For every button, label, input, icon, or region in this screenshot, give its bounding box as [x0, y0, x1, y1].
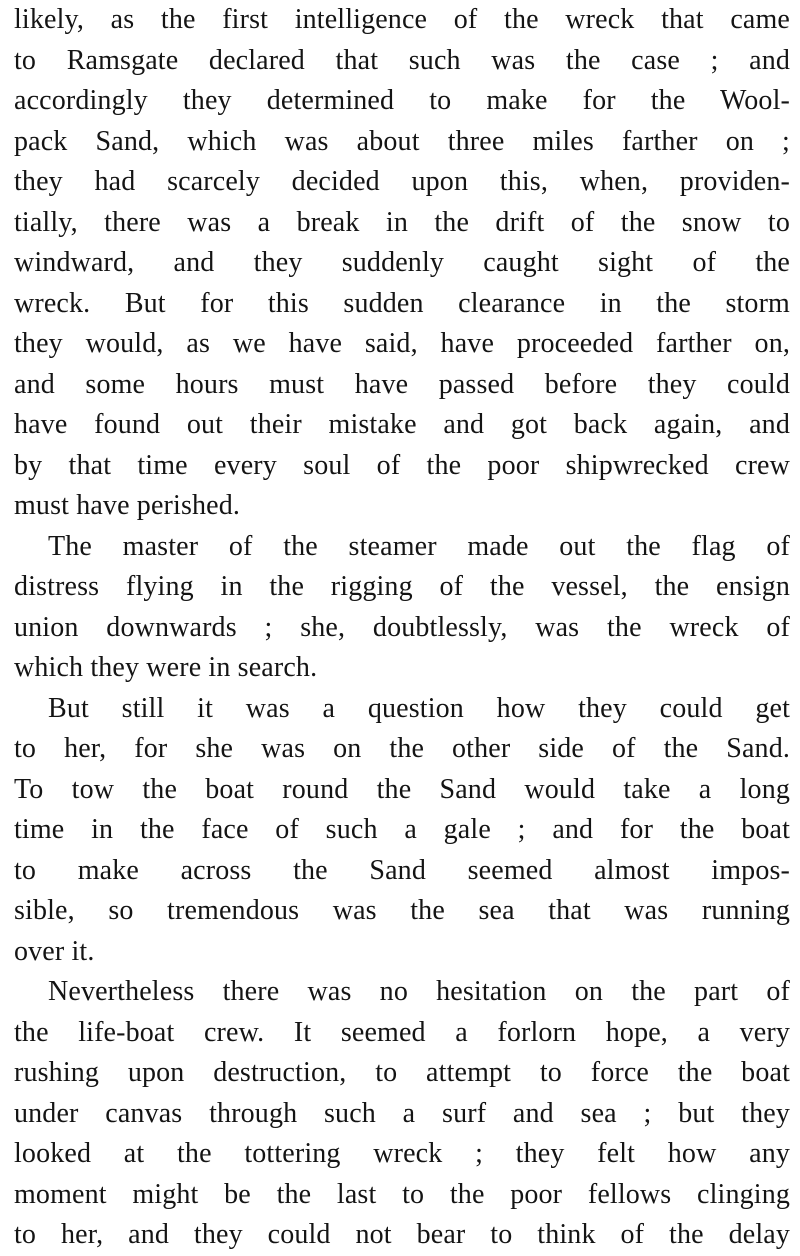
text-line: Nevertheless there was no hesitation on the part of — [48, 976, 790, 1007]
text-line: tially, there was a break in the drift of the snow to — [14, 206, 790, 238]
book-page — [14, 0, 790, 1256]
text-line: likely, as the first intelligence of the wreck that came — [14, 4, 790, 35]
text-line: rushing upon destruction, to attempt to force the boat — [14, 1057, 790, 1088]
text-line: have found out their mistake and got back again, and — [14, 409, 790, 440]
paragraph — [14, 972, 790, 1256]
text-line: and some hours must have passed before they could — [14, 368, 790, 400]
text-line: over it. — [14, 935, 95, 967]
text-line: to make across the Sand seemed almost impos- — [14, 854, 790, 886]
text-line: by that time every soul of the poor shipwrecked crew — [14, 449, 790, 481]
text-line: to her, for she was on the other side of the Sand. — [14, 733, 790, 764]
text-line: pack Sand, which was about three miles farther on ; — [14, 125, 790, 157]
text-line: distress flying in the rigging of the vessel, the ensign — [14, 571, 790, 602]
text-line: to her, and they could not bear to think of the delay — [14, 1219, 790, 1250]
text-line: the life-boat crew. It seemed a forlorn hope, a very — [14, 1016, 790, 1048]
text-line: To tow the boat round the Sand would take a long — [14, 773, 790, 805]
text-line: looked at the tottering wreck ; they felt how any — [14, 1138, 790, 1169]
text-line: The master of the steamer made out the flag of — [48, 530, 790, 562]
text-line: moment might be the last to the poor fellows clinging — [14, 1178, 790, 1210]
text-line: they had scarcely decided upon this, when, providen- — [14, 166, 790, 197]
text-line: But still it was a question how they could get — [48, 692, 790, 724]
text-line: wreck. But for this sudden clearance in the storm — [14, 287, 790, 319]
paragraph — [14, 527, 790, 689]
text-line: which they were in search. — [14, 652, 318, 683]
text-line: under canvas through such a surf and sea ; but they — [14, 1097, 790, 1129]
paragraph — [14, 689, 790, 973]
text-line: they would, as we have said, have proceeded farther on, — [14, 328, 790, 359]
text-line: sible, so tremendous was the sea that was running — [14, 895, 790, 926]
text-line: to Ramsgate declared that such was the case ; and — [14, 44, 790, 76]
text-line: must have perished. — [14, 490, 241, 521]
text-line: time in the face of such a gale ; and for the boat — [14, 814, 790, 845]
text-line: windward, and they suddenly caught sight of the — [14, 247, 790, 278]
paragraph — [14, 0, 790, 527]
text-line: union downwards ; she, doubtlessly, was the wreck of — [14, 611, 790, 643]
text-line: accordingly they determined to make for the Wool- — [14, 85, 790, 116]
